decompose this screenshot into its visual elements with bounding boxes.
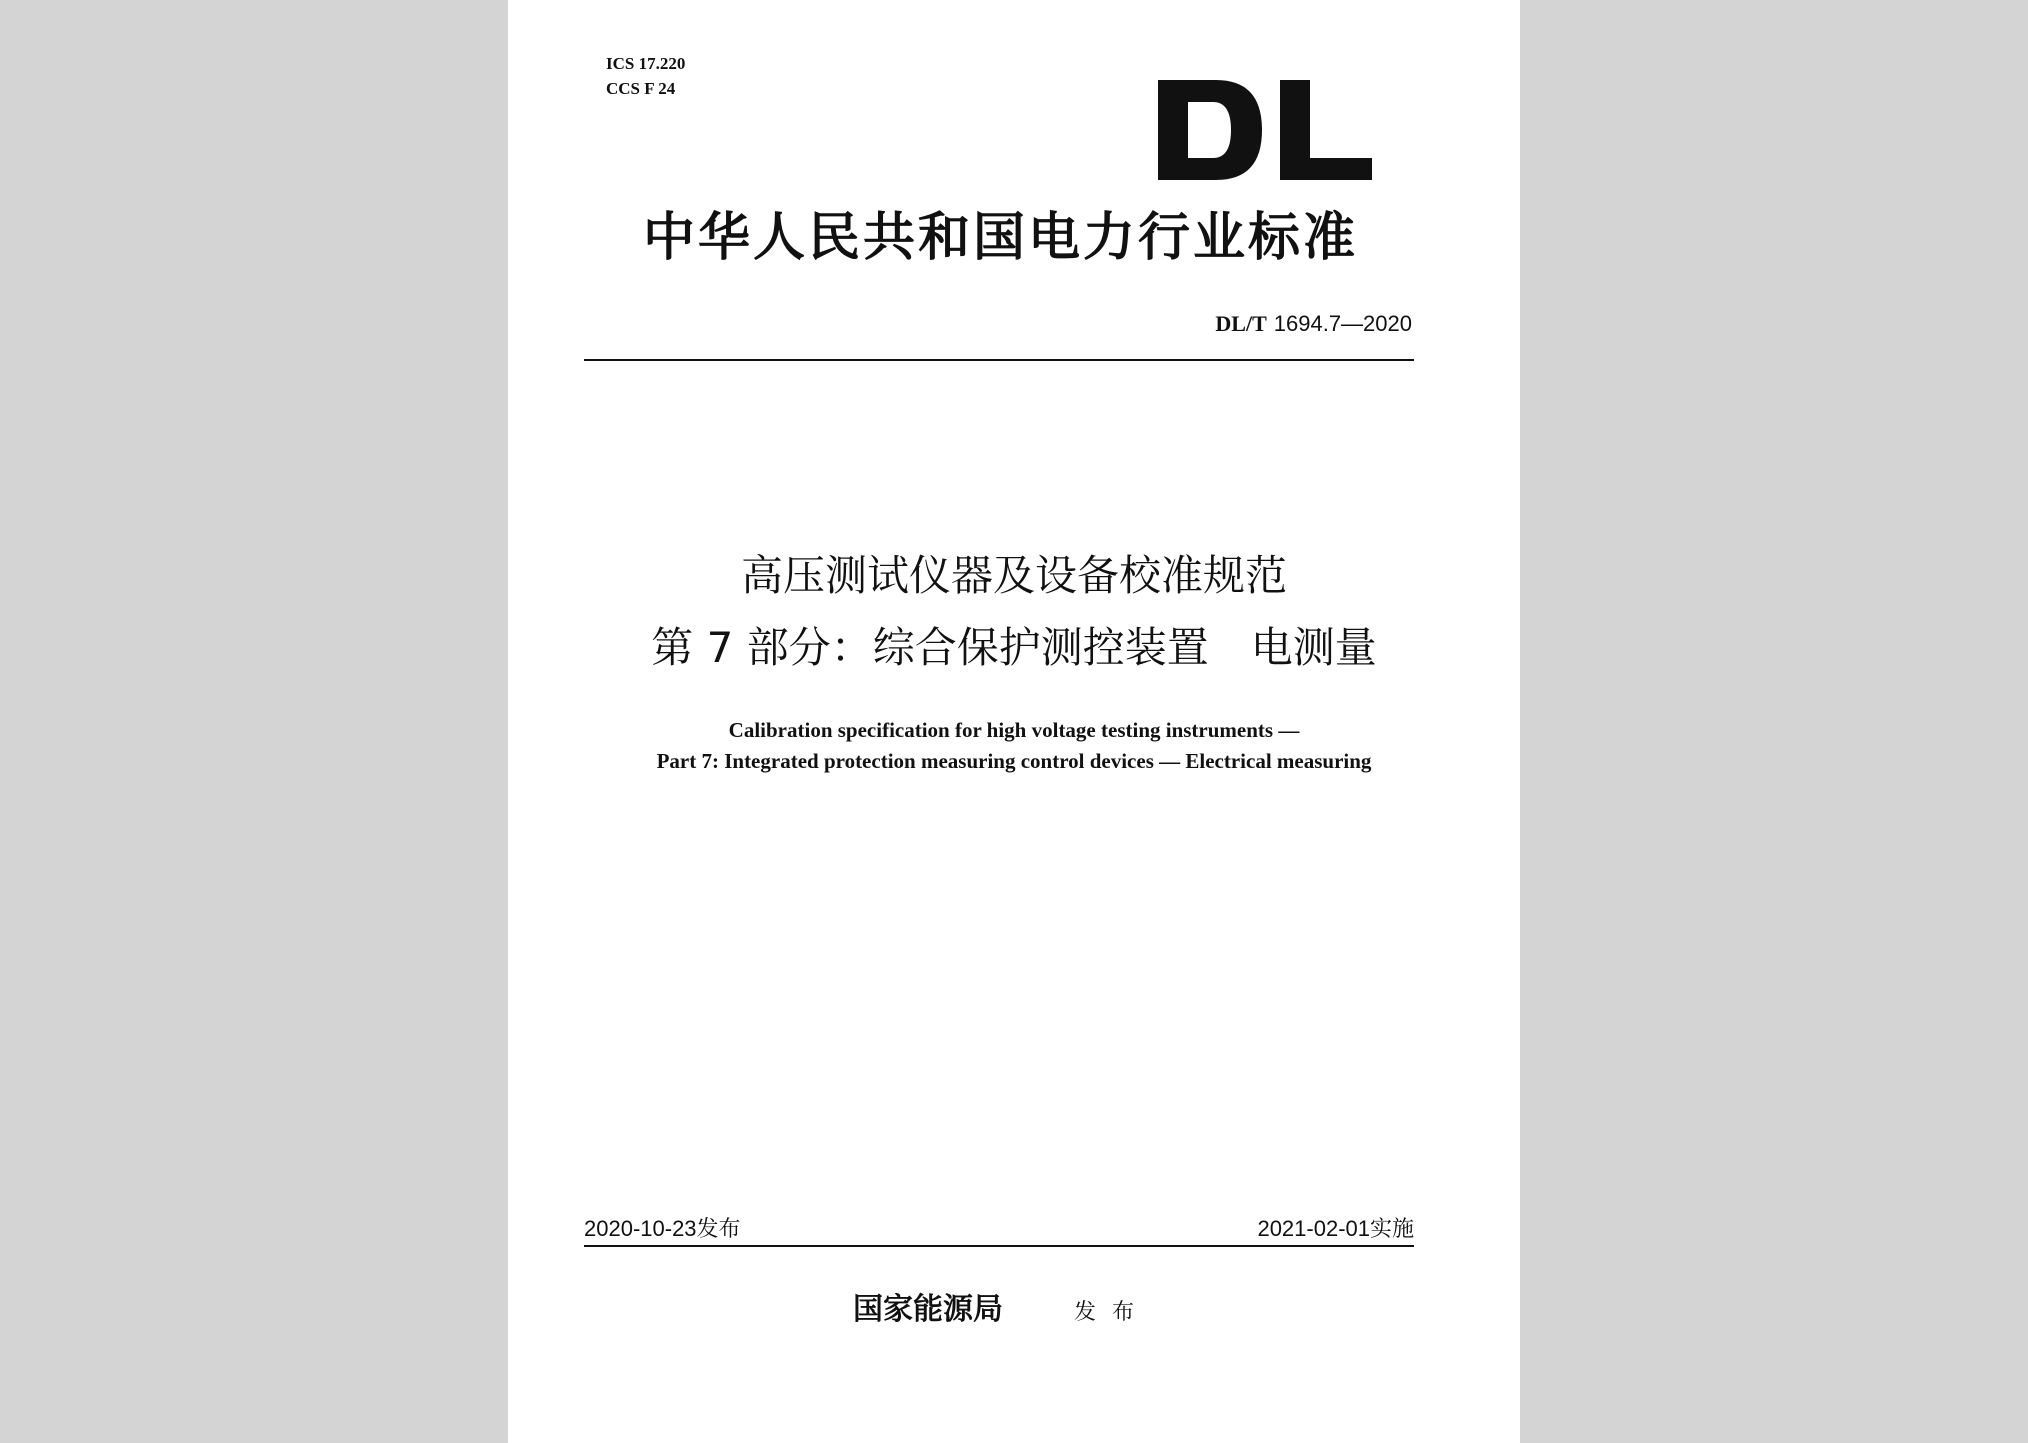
title-en-line-1: Calibration specification for high voltage testing instruments — <box>728 718 1300 742</box>
title-cn-line-1: 高压测试仪器及设备校准规范 <box>740 551 1287 600</box>
top-divider <box>584 359 1414 361</box>
ics-code: ICS 17.220 <box>606 54 686 73</box>
document-page <box>508 0 1520 1443</box>
standard-number <box>1215 310 1412 339</box>
title-cn-line-2: 第 7 部分：综合保护测控装置 电测量 <box>651 623 1377 672</box>
implementation-date: 2021-02-01实施 <box>1257 1216 1414 1241</box>
publish-label: 发布 <box>1074 1300 1151 1325</box>
title-en-line-2: Part 7: Integrated protection measuring control devices — Electrical measuring <box>656 749 1372 773</box>
bottom-divider <box>584 1245 1414 1247</box>
issue-date: 2020-10-23发布 <box>584 1216 741 1241</box>
standard-number-value: 1694.7—2020 <box>1273 311 1412 336</box>
publisher-name: 国家能源局 <box>853 1292 1003 1327</box>
standard-type-title: 中华人民共和国电力行业标准 <box>642 208 1358 268</box>
standard-prefix: DL/T <box>1215 311 1267 336</box>
dl-logo <box>1158 80 1372 180</box>
ccs-code: CCS F 24 <box>606 79 676 98</box>
